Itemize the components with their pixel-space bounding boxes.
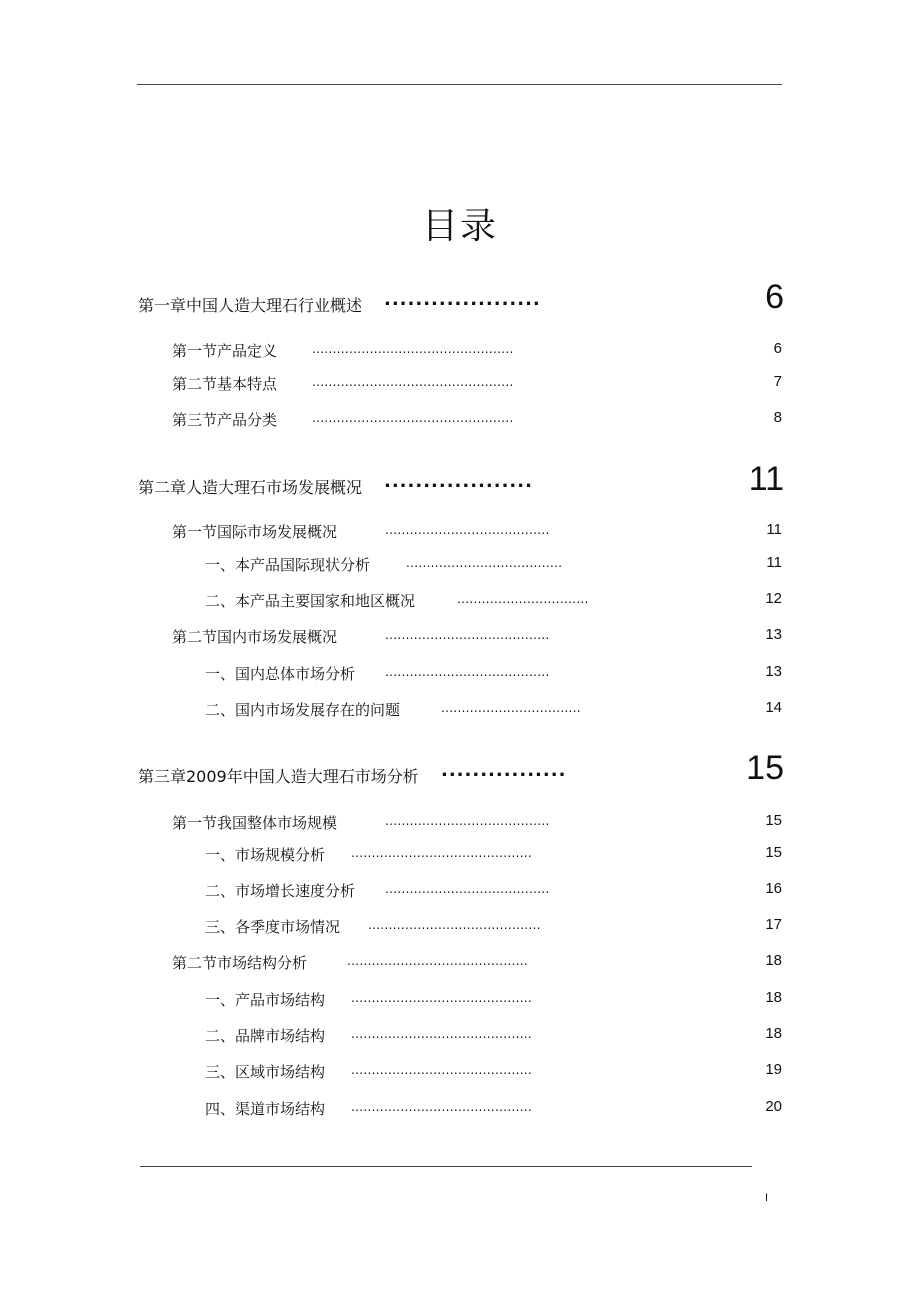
toc-entry-title: 二、市场增长速度分析 [205,882,356,900]
toc-chapter-1[interactable] [138,278,784,322]
toc-leader: ........................................ [385,882,550,896]
toc-chapter-2[interactable] [138,460,784,504]
toc-entry-title: 第一节我国整体市场规模 [172,814,338,832]
toc-leader: .................... [384,289,541,310]
toc-leader: ............................................ [351,846,533,860]
toc-leader: ................... [384,471,533,492]
toc-title: 目录 [421,206,498,247]
toc-leader: ...................................... [406,556,563,570]
toc-page-number: 15 [746,749,784,787]
toc-entry-title: 三、区域市场结构 [205,1063,326,1081]
toc-subsection[interactable] [205,663,782,685]
toc-leader: ............................................ [351,991,533,1005]
toc-page-number: 13 [765,626,782,643]
toc-page-number: 16 [765,880,782,897]
toc-leader: ........................................ [385,814,550,828]
toc-page-number: 13 [765,663,782,680]
toc-page-number: 18 [765,989,782,1006]
toc-entry-title: 三、各季度市场情况 [205,918,341,936]
footer-rule [140,1166,752,1167]
toc-page-number: 14 [765,699,782,716]
toc-leader: ............................................ [351,1100,533,1114]
toc-leader: .................................. [441,701,581,715]
toc-entry-title: 二、本产品主要国家和地区概况 [205,592,416,610]
toc-page-number: 20 [765,1098,782,1115]
toc-page-number: 15 [765,812,782,829]
toc-leader: ................................ [457,592,589,606]
toc-entry-title: 第三章2009年中国人造大理石市场分析 [138,767,419,786]
toc-chapter-3[interactable] [138,749,784,793]
toc-subsection[interactable] [205,844,782,866]
toc-leader: ............................................ [351,1063,533,1077]
toc-subsection[interactable] [205,590,782,612]
toc-section[interactable] [172,409,782,431]
toc-page-number: 18 [765,952,782,969]
toc-leader: ............................................ [351,1027,533,1041]
toc-section[interactable] [172,373,782,395]
toc-entry-title: 第一章中国人造大理石行业概述 [138,296,363,315]
toc-page-number: 18 [765,1025,782,1042]
toc-page-number: 7 [773,373,782,390]
toc-subsection[interactable] [205,554,782,576]
toc-leader: ........................................ [385,523,550,537]
page-number: I [765,1192,769,1204]
toc-entry-title: 一、市场规模分析 [205,846,326,864]
toc-leader: ........................................ [385,665,550,679]
toc-page-number: 11 [766,521,782,538]
toc-leader: ........................................ [385,628,550,642]
toc-subsection[interactable] [205,916,782,938]
toc-section[interactable] [172,521,782,543]
toc-page-number: 8 [773,409,782,426]
toc-section[interactable] [172,952,782,974]
toc-subsection[interactable] [205,699,782,721]
toc-subsection[interactable] [205,1025,782,1047]
toc-entry-title: 第二节市场结构分析 [172,954,308,972]
toc-entry-title: 一、本产品国际现状分析 [205,556,371,574]
toc-leader: ................ [441,760,567,781]
toc-section[interactable] [172,812,782,834]
toc-entry-title: 第二章人造大理石市场发展概况 [138,478,363,497]
toc-page-number: 11 [748,460,784,498]
toc-entry-title: 第二节国内市场发展概况 [172,628,338,646]
toc-entry-title: 第一节国际市场发展概况 [172,523,338,541]
toc-section[interactable] [172,340,782,362]
toc-subsection[interactable] [205,880,782,902]
toc-leader: ............................................ [347,954,529,968]
toc-entry-title: 第二节基本特点 [172,375,278,393]
toc-leader: ................................................. [312,375,514,389]
toc-entry-title: 二、品牌市场结构 [205,1027,326,1045]
toc-entry-title: 第一节产品定义 [172,342,278,360]
toc-page-number: 12 [765,590,782,607]
toc-page-number: 6 [773,340,782,357]
toc-entry-title: 一、国内总体市场分析 [205,665,356,683]
toc-leader: ................................................. [312,342,514,356]
toc-leader: .......................................... [368,918,541,932]
toc-entry-title: 二、国内市场发展存在的问题 [205,701,401,719]
toc-entry-title: 四、渠道市场结构 [205,1100,326,1118]
header-rule [137,84,782,85]
toc-page-number: 11 [766,554,782,571]
toc-page-number: 19 [765,1061,782,1078]
toc-entry-title: 第三节产品分类 [172,411,278,429]
toc-section[interactable] [172,626,782,648]
toc-subsection[interactable] [205,1098,782,1120]
toc-page-number: 17 [765,916,782,933]
toc-leader: ................................................. [312,411,514,425]
toc-subsection[interactable] [205,1061,782,1083]
toc-subsection[interactable] [205,989,782,1011]
toc-entry-title: 一、产品市场结构 [205,991,326,1009]
toc-page-number: 6 [765,278,784,316]
toc-page-number: 15 [765,844,782,861]
